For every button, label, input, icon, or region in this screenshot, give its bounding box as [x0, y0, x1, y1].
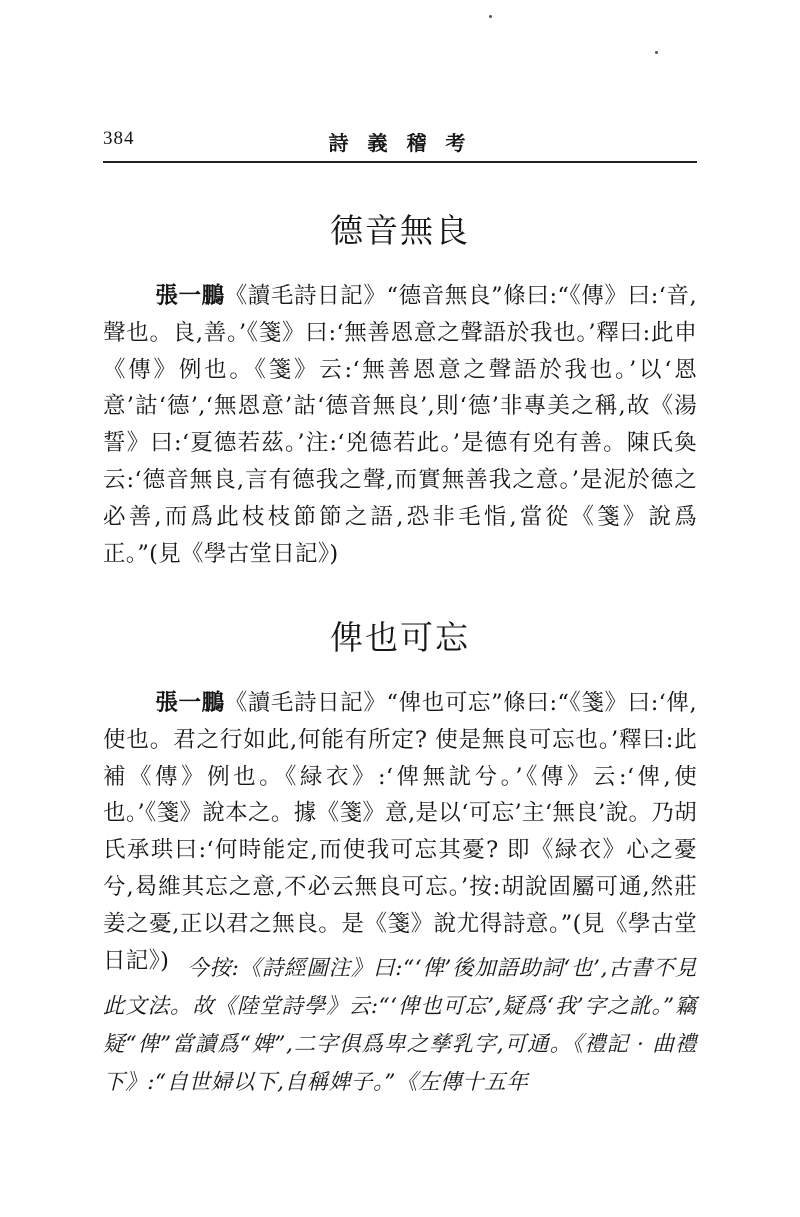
- paragraph-text: 《讀毛詩日記》“德音無良”條曰:“《傳》曰:‘音,聲也。良,善。’《箋》曰:‘無善恩意之聲語於我也。’釋曰:此申《傳》例也。《箋》云:‘無善恩意之聲語於我也。’以‘恩意’詁‘德’,‘無恩意’詁‘德音無良’,則‘德’非專美之稱,故《湯誓》曰:‘夏德若茲。’注:‘兇德若此。’是德有兇有善。陳氏奐云:‘德音無良,言有德我之聲,而實無善我之意。’是泥於德之必善,而爲此枝枝節節之語,恐非毛恉,當從《箋》說爲正。”(見《學古堂日記》): [103, 283, 697, 567]
- section-paragraph: [103, 685, 697, 979]
- scan-speck: [655, 51, 658, 54]
- header-rule: [103, 161, 697, 163]
- page-number: 384: [103, 128, 135, 149]
- note-lead: 今按:: [187, 956, 240, 981]
- author-name: 張一鵬: [155, 690, 225, 716]
- section-paragraph: [103, 278, 697, 572]
- scan-speck: [489, 15, 492, 18]
- section-heading: 俾也可忘: [330, 618, 470, 657]
- author-name: 張一鵬: [155, 283, 225, 309]
- page-header: [103, 124, 697, 160]
- paragraph-text: 《讀毛詩日記》“俾也可忘”條曰:“《箋》曰:‘俾,使也。君之行如此,何能有所定? 使是無良可忘也。’釋曰:此補《傳》例也。《緑衣》:‘俾無訧兮。’《傳》云:‘俾,使也。’《箋》說本之。據《箋》意,是以‘可忘’主‘無良’說。乃胡氏承珙曰:‘何時能定,而使我可忘其憂? 即《緑衣》心之憂兮,曷維其忘之意,不必云無良可忘。’按:胡說固屬可通,然莊姜之憂,正以君之無良。是《箋》說尤得詩意。”(見《學古堂日記》): [103, 690, 697, 974]
- running-head: 詩 義 稽 考: [328, 131, 472, 155]
- author-note: [103, 950, 697, 1102]
- section-heading: 德音無良: [330, 211, 470, 250]
- note-text: 《詩經圖注》曰:“‘俾’後加語助詞‘也’,古書不見此文法。故《陸堂詩學》云:“‘俾也可忘’,疑爲‘我’字之訛。”竊疑“俾”當讀爲“婢”,二字俱爲卑之孳乳字,可通。《禮記 · 曲禮下》:“自世婦以下,自稱婢子。”《左傳十五年: [103, 956, 697, 1095]
